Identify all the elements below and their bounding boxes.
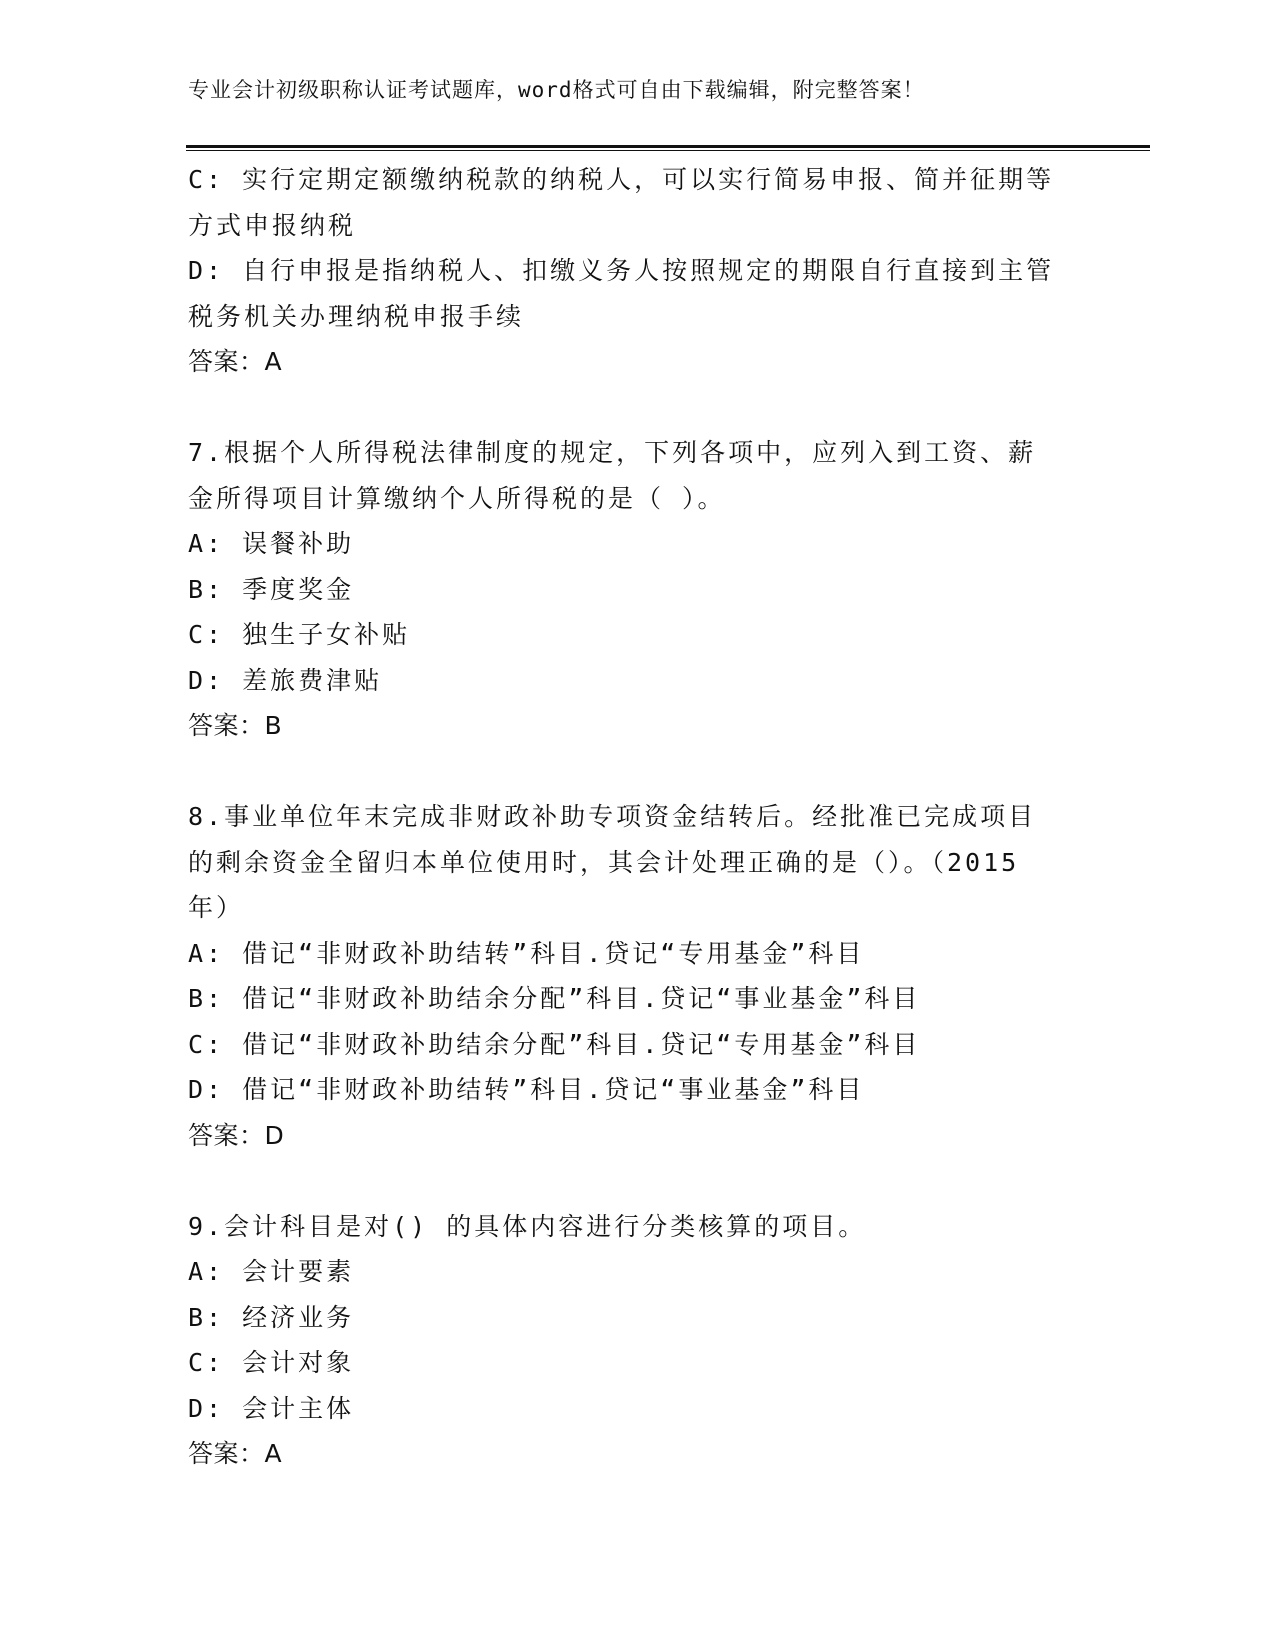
spacer bbox=[188, 385, 1118, 431]
answer: 答案：A bbox=[188, 347, 283, 376]
option-c-line-1: C: 实行定期定额缴纳税款的纳税人，可以实行简易申报、简并征期等 bbox=[188, 165, 1055, 194]
header-rule-thin bbox=[186, 150, 1150, 151]
question-stem-line: 7.根据个人所得税法律制度的规定，下列各项中，应列入到工资、薪 bbox=[188, 438, 1037, 467]
option-b: B: 经济业务 bbox=[188, 1302, 355, 1332]
option-d-line-1: D: 自行申报是指纳税人、扣缴义务人按照规定的期限自行直接到主管 bbox=[188, 256, 1055, 285]
question-6-continued bbox=[188, 157, 1118, 385]
answer: 答案：D bbox=[188, 1120, 285, 1150]
option-d: D: 会计主体 bbox=[188, 1393, 355, 1423]
option-c: C: 借记“非财政补助结余分配”科目.贷记“专用基金”科目 bbox=[188, 1029, 921, 1059]
page-header: 专业会计初级职称认证考试题库，word格式可自由下载编辑，附完整答案！ bbox=[188, 78, 925, 102]
option-a: A: 误餐补助 bbox=[188, 529, 355, 558]
question-stem-line: 9.会计科目是对() 的具体内容进行分类核算的项目。 bbox=[188, 1211, 867, 1241]
header-rule-thick bbox=[186, 145, 1150, 148]
option-d-line-2: 税务机关办理纳税申报手续 bbox=[188, 301, 525, 331]
question-9 bbox=[188, 1204, 1118, 1477]
question-stem-line: 年） bbox=[188, 893, 245, 922]
question-stem-line: 8.事业单位年末完成非财政补助专项资金结转后。经批准已完成项目 bbox=[188, 802, 1037, 831]
option-a: A: 会计要素 bbox=[188, 1257, 355, 1286]
option-c-line-2: 方式申报纳税 bbox=[188, 210, 357, 240]
option-c: C: 会计对象 bbox=[188, 1348, 355, 1377]
question-stem-line: 的剩余资金全留归本单位使用时，其会计处理正确的是（）。（2015 bbox=[188, 847, 1020, 877]
question-stem-line: 金所得项目计算缴纳个人所得税的是（ ）。 bbox=[188, 483, 726, 513]
option-b: B: 季度奖金 bbox=[188, 574, 355, 604]
option-d: D: 差旅费津贴 bbox=[188, 665, 383, 695]
option-a: A: 借记“非财政补助结转”科目.贷记“专用基金”科目 bbox=[188, 938, 865, 968]
question-8 bbox=[188, 794, 1118, 1158]
spacer bbox=[188, 749, 1118, 795]
option-d: D: 借记“非财政补助结转”科目.贷记“事业基金”科目 bbox=[188, 1075, 865, 1104]
question-7 bbox=[188, 430, 1118, 749]
answer: 答案：B bbox=[188, 711, 283, 740]
document-body bbox=[188, 157, 1118, 1477]
option-c: C: 独生子女补贴 bbox=[188, 620, 411, 649]
answer: 答案：A bbox=[188, 1439, 283, 1468]
option-b: B: 借记“非财政补助结余分配”科目.贷记“事业基金”科目 bbox=[188, 984, 921, 1013]
spacer bbox=[188, 1158, 1118, 1204]
